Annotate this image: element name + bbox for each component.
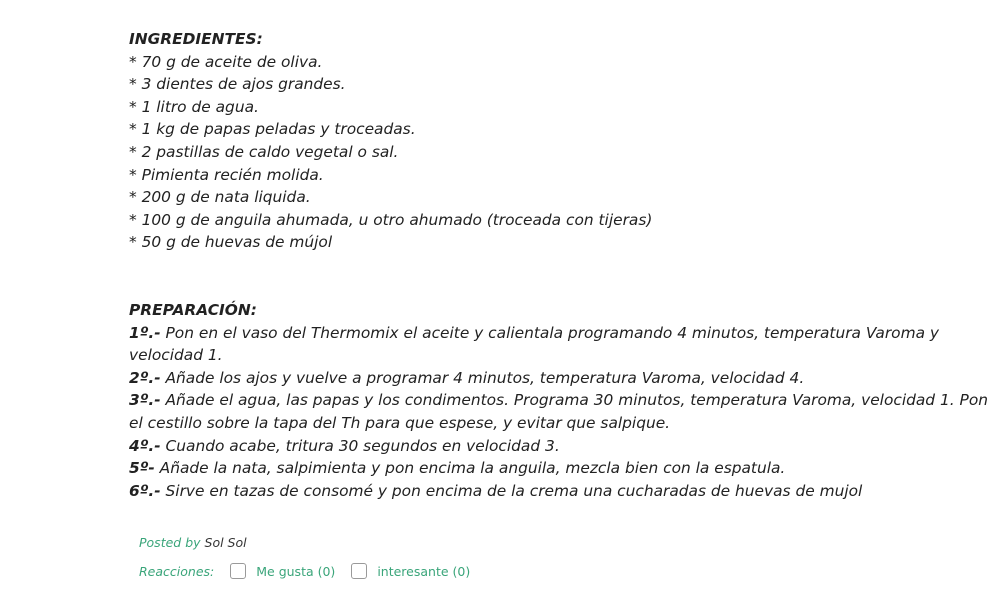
post-footer (139, 533, 486, 583)
step-number: 3º.- (129, 391, 161, 410)
ingredient-item: * 2 pastillas de caldo vegetal o sal. (129, 142, 399, 161)
ingredients-title: INGREDIENTES: (129, 30, 263, 48)
posted-by-line (139, 533, 486, 553)
step-number: 6º.- (129, 481, 161, 500)
step-text: Sirve en tazas de consomé y pon encima de la crema una cucharadas de huevas de mujol (160, 481, 863, 500)
ingredient-item: * 1 kg de papas peladas y troceadas. (129, 120, 416, 139)
preparation-step (129, 389, 989, 434)
ingredient-item: * 50 g de huevas de mújol (129, 233, 333, 252)
step-number: 4º.- (129, 436, 161, 455)
preparation-step (129, 322, 989, 367)
step-text: Añade la nata, salpimienta y pon encima la anguila, mezcla bien con la espatula. (154, 459, 786, 478)
step-number: 5º- (129, 459, 155, 478)
ingredient-item: * 1 litro de agua. (129, 97, 259, 116)
step-text: Añade el agua, las papas y los condimentos. Programa 30 minutos, temperatura Varoma, velocidad 1. Pon el cestillo sobre la tapa del Th para que espese, y evitar que salpique. (129, 391, 988, 432)
reaction-interesante[interactable] (351, 563, 470, 579)
ingredient-item: * 70 g de aceite de oliva. (129, 52, 323, 71)
me-gusta-checkbox[interactable] (230, 563, 246, 579)
me-gusta-label[interactable]: Me gusta (0) (256, 563, 336, 579)
step-number: 2º.- (129, 368, 161, 387)
reaction-me-gusta[interactable] (230, 563, 335, 579)
step-text: Cuando acabe, tritura 30 segundos en velocidad 3. (160, 436, 560, 455)
posted-by-label: Posted by (139, 535, 201, 550)
author-link[interactable]: Sol Sol (204, 535, 247, 550)
section-spacer (129, 254, 989, 299)
step-number: 1º.- (129, 323, 161, 342)
reactions-bar (139, 559, 486, 583)
ingredient-item: * 3 dientes de ajos grandes. (129, 75, 346, 94)
preparation-step (129, 480, 989, 503)
interesante-label[interactable]: interesante (0) (377, 563, 471, 579)
reactions-label: Reacciones: (139, 563, 215, 579)
step-text: Pon en el vaso del Thermomix el aceite y calientala programando 4 minutos, temperatura Varoma y velocidad 1. (129, 323, 940, 365)
preparation-step (129, 367, 989, 390)
preparation-step (129, 435, 989, 458)
post-body (129, 28, 989, 502)
ingredient-item: * Pimienta recién molida. (129, 165, 324, 184)
interesante-checkbox[interactable] (351, 563, 367, 579)
step-text: Añade los ajos y vuelve a programar 4 minutos, temperatura Varoma, velocidad 4. (160, 368, 805, 387)
ingredient-item: * 200 g de nata liquida. (129, 188, 311, 207)
preparation-step (129, 457, 989, 480)
ingredient-item: * 100 g de anguila ahumada, u otro ahumado (troceada con tijeras) (129, 210, 653, 229)
preparation-title: PREPARACIÓN: (129, 300, 257, 319)
